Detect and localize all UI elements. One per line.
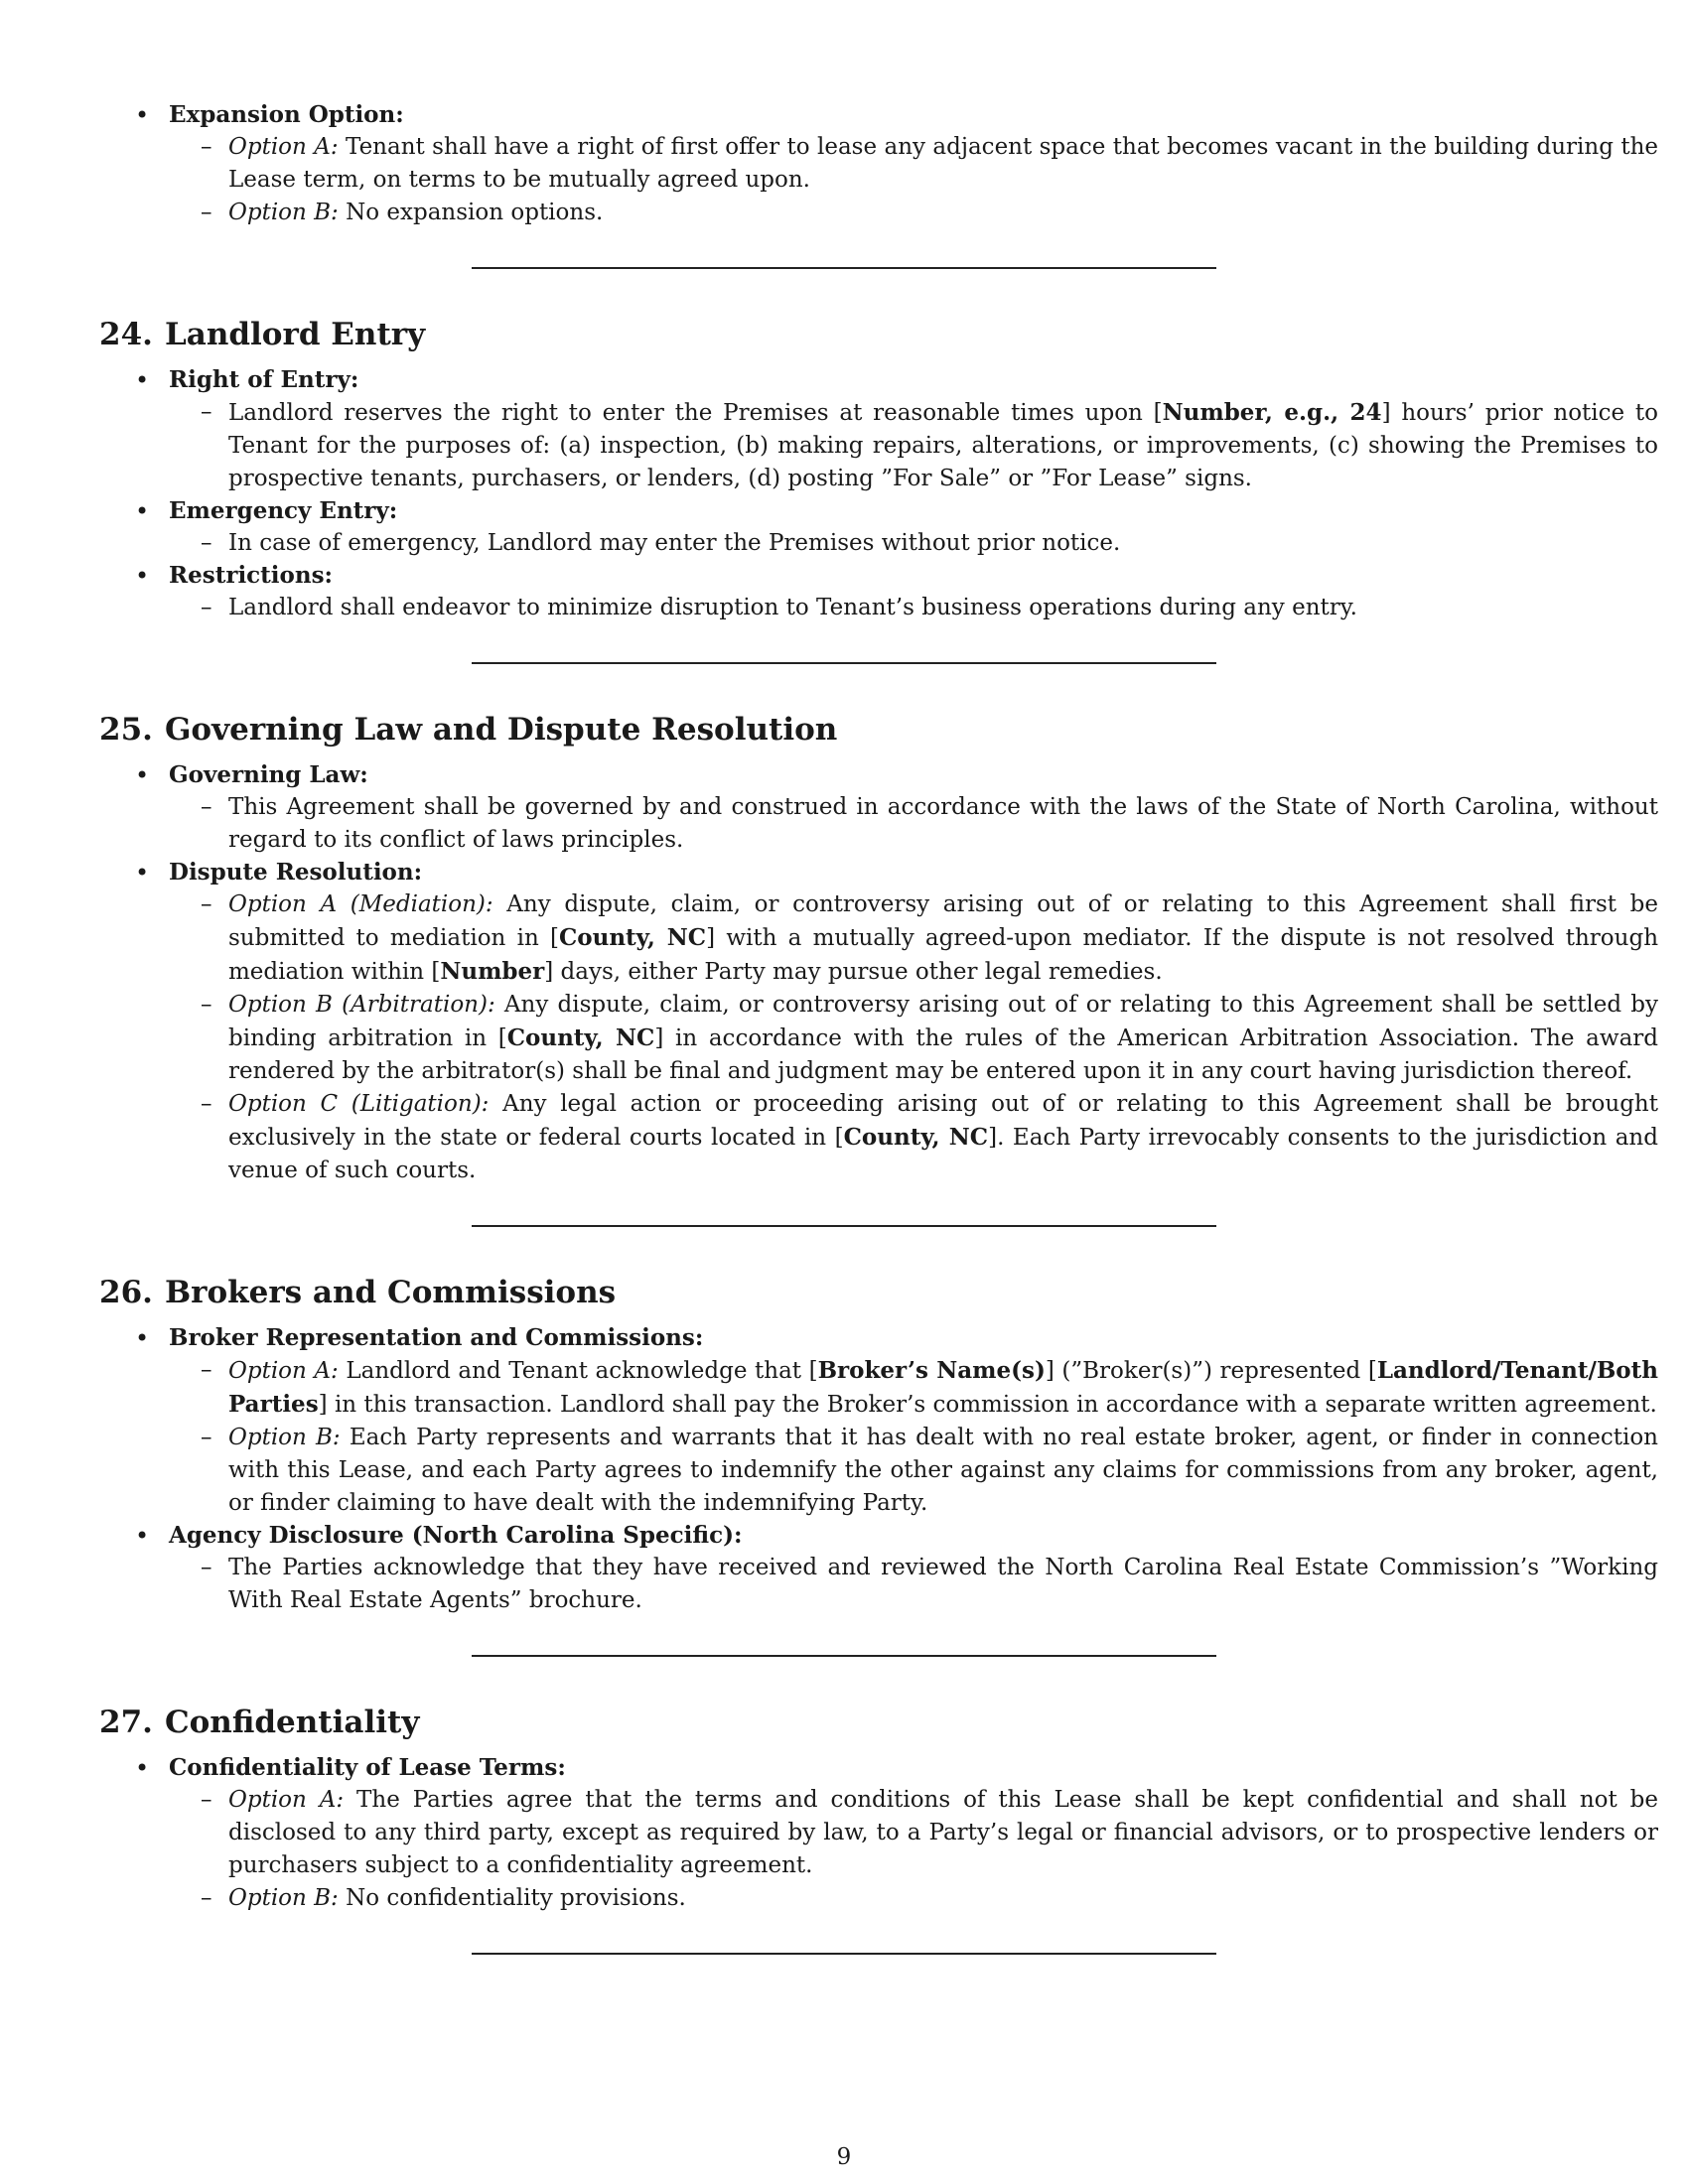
option-label: Option B: bbox=[228, 1885, 339, 1911]
bullet-list bbox=[99, 1322, 1658, 1617]
section-title: Brokers and Commissions bbox=[164, 1275, 617, 1310]
text-run: ] hours’ prior notice to Tenant for the purposes of: (a) inspection, (b) making repairs, alterations, or improvements, (c) showing the Premises to prospective tenants, purchasers, or lenders, (d) posting ”For Sale” or ”For Lease” signs. bbox=[228, 400, 1658, 491]
option-text: No expansion options. bbox=[338, 200, 604, 225]
bullet-list bbox=[99, 364, 1658, 624]
sub-list bbox=[169, 1552, 1658, 1617]
bullet-item-agency-disclosure bbox=[99, 1520, 1658, 1617]
option-label: Option C (Litigation): bbox=[228, 1091, 490, 1117]
text-run: ] in this transaction. Landlord shall pay the Broker’s commission in accordance with a separate written agreement. bbox=[318, 1392, 1657, 1418]
dispute-option-c bbox=[169, 1088, 1658, 1187]
dispute-resolution-heading: • Dispute Resolution: bbox=[169, 859, 423, 886]
bullet-list bbox=[99, 759, 1659, 1187]
dispute-option-a bbox=[169, 888, 1658, 989]
section-heading bbox=[99, 1275, 1589, 1310]
section-title: Governing Law and Dispute Resolution bbox=[164, 712, 838, 748]
section-heading bbox=[99, 712, 1589, 748]
sub-list bbox=[169, 592, 1589, 624]
placeholder: Landlord/Tenant/Both Parties bbox=[228, 1357, 1658, 1418]
expansion-heading: • Expansion Option: bbox=[169, 101, 404, 128]
bullet-item-confidentiality bbox=[99, 1752, 1658, 1915]
sub-list bbox=[169, 888, 1659, 1187]
bullet-list bbox=[99, 99, 1659, 229]
text-run: ]. Each Party irrevocably consents to the jurisdiction and venue of such courts. bbox=[228, 1125, 1658, 1183]
placeholder: County, NC bbox=[558, 924, 707, 951]
bullet-item-restrictions bbox=[99, 560, 1589, 624]
placeholder: Broker’s Name(s) bbox=[817, 1357, 1046, 1384]
governing-law-heading: • Governing Law: bbox=[169, 761, 368, 788]
document-page bbox=[99, 99, 1659, 2002]
text-run: ] (”Broker(s)”) represented [ bbox=[1045, 1358, 1377, 1384]
emergency-entry-text: – In case of emergency, Landlord may enter the Premises without prior notice. bbox=[169, 527, 1658, 560]
placeholder: County, NC bbox=[843, 1124, 989, 1151]
section-title: Confidentiality bbox=[164, 1705, 420, 1740]
sub-list bbox=[169, 791, 1658, 857]
text-run: The Parties agree that the terms and conditions of this Lease shall be kept confidential and shall not be disclosed to any third party, except as required by law, to a Party’s legal or financial advisors, or to prospective lenders or purchasers subject to a confidentiality agreement. bbox=[228, 1787, 1658, 1878]
bullet-item-governing-law bbox=[99, 759, 1658, 857]
option-label: Option B (Arbitration): bbox=[228, 992, 495, 1018]
text-run: Landlord and Tenant acknowledge that [ bbox=[338, 1358, 818, 1384]
sub-list bbox=[169, 396, 1658, 495]
placeholder: County, NC bbox=[506, 1024, 655, 1051]
placeholder: Number, e.g., 24 bbox=[1162, 399, 1382, 426]
sub-list bbox=[169, 131, 1659, 229]
section-26 bbox=[99, 1275, 1658, 1617]
placeholder: Number bbox=[440, 958, 545, 985]
option-label: Option B: bbox=[228, 1425, 341, 1450]
text-run: ] with a mutually agreed-upon mediator. If the dispute is not resolved through mediation within [ bbox=[228, 925, 1659, 985]
option-label: Option A: bbox=[228, 1787, 345, 1813]
section-divider bbox=[472, 267, 1216, 269]
bullet-item-broker-representation bbox=[99, 1322, 1658, 1520]
section-number: 24. bbox=[99, 317, 153, 352]
broker-option-b bbox=[169, 1422, 1658, 1520]
text-run: ] in accordance with the rules of the American Arbitration Association. The award rendered by the arbitrator(s) shall be final and judgment may be entered upon it in any court having jurisdiction thereof. bbox=[228, 1025, 1659, 1084]
emergency-entry-heading: • Emergency Entry: bbox=[169, 497, 398, 524]
option-label: Option A: bbox=[228, 134, 339, 160]
section-number: 26. bbox=[99, 1275, 153, 1310]
section-number: 25. bbox=[99, 712, 153, 748]
section-divider bbox=[472, 1953, 1216, 1955]
text-run: Each Party represents and warrants that it has dealt with no real estate broker, agent, or finder in connection with this Lease, and each Party agrees to indemnify the other against any claims for commissions from any broker, agent, or finder claiming to have dealt with the indemnifying Party. bbox=[228, 1425, 1658, 1516]
expansion-option-b bbox=[169, 197, 1658, 229]
section-heading bbox=[99, 317, 1589, 352]
section-title: Landlord Entry bbox=[164, 317, 426, 352]
text-run: Any legal action or proceeding arising out of or relating to this Agreement shall be brought exclusively in the state or federal courts located in [ bbox=[228, 1091, 1658, 1151]
option-text: Tenant shall have a right of first offer to lease any adjacent space that becomes vacant in the building during the Lease term, on terms to be mutually agreed upon. bbox=[228, 134, 1659, 193]
option-label: Option A (Mediation): bbox=[228, 891, 493, 917]
text-run: Any dispute, claim, or controversy arising out of or relating to this Agreement shall first be submitted to mediation in [ bbox=[228, 891, 1659, 951]
sub-list bbox=[169, 527, 1589, 560]
text-run: Landlord reserves the right to enter the Premises at reasonable times upon [ bbox=[228, 400, 1163, 426]
broker-option-a bbox=[169, 1354, 1658, 1422]
section-25 bbox=[99, 712, 1659, 1187]
restrictions-heading: • Restrictions: bbox=[169, 562, 334, 589]
broker-heading: • Broker Representation and Commissions: bbox=[169, 1324, 704, 1351]
bullet-item-dispute-resolution bbox=[99, 857, 1659, 1187]
bullet-item-expansion bbox=[99, 99, 1659, 229]
bullet-item-right-of-entry bbox=[99, 364, 1658, 495]
right-of-entry-text bbox=[169, 396, 1658, 495]
confidentiality-heading: • Confidentiality of Lease Terms: bbox=[169, 1754, 566, 1781]
bullet-item-emergency-entry bbox=[99, 495, 1589, 560]
section-divider bbox=[472, 1655, 1216, 1657]
confidentiality-option-a bbox=[169, 1784, 1658, 1882]
section-divider bbox=[472, 662, 1216, 664]
sub-list bbox=[169, 1784, 1658, 1915]
right-of-entry-heading: • Right of Entry: bbox=[169, 366, 359, 393]
dispute-option-b bbox=[169, 989, 1658, 1088]
section-heading bbox=[99, 1705, 1589, 1740]
text-run: No confidentiality provisions. bbox=[338, 1885, 686, 1911]
text-run: Any dispute, claim, or controversy arising out of or relating to this Agreement shall be settled by binding arbitration in [ bbox=[228, 992, 1658, 1051]
section-24 bbox=[99, 317, 1658, 624]
option-label: Option A: bbox=[228, 1358, 339, 1384]
expansion-option-a bbox=[169, 131, 1658, 197]
section-number: 27. bbox=[99, 1705, 153, 1740]
sub-list bbox=[169, 1354, 1658, 1520]
section-divider bbox=[472, 1225, 1216, 1227]
section-27 bbox=[99, 1705, 1658, 1915]
agency-text: – The Parties acknowledge that they have received and reviewed the North Carolina Real Estate Commission’s ”Working With Real Estate Agents” brochure. bbox=[169, 1552, 1658, 1617]
governing-law-text: – This Agreement shall be governed by and construed in accordance with the laws of the State of North Carolina, without regard to its conflict of laws principles. bbox=[169, 791, 1658, 857]
agency-heading: • Agency Disclosure (North Carolina Specific): bbox=[169, 1522, 743, 1549]
page-number: 9 bbox=[836, 2144, 852, 2170]
confidentiality-option-b bbox=[169, 1882, 1658, 1915]
text-run: ] days, either Party may pursue other legal remedies. bbox=[544, 959, 1163, 985]
bullet-list bbox=[99, 1752, 1658, 1915]
section-23-continued bbox=[99, 99, 1659, 229]
restrictions-text: – Landlord shall endeavor to minimize disruption to Tenant’s business operations during any entry. bbox=[169, 592, 1658, 624]
option-label: Option B: bbox=[228, 200, 339, 225]
